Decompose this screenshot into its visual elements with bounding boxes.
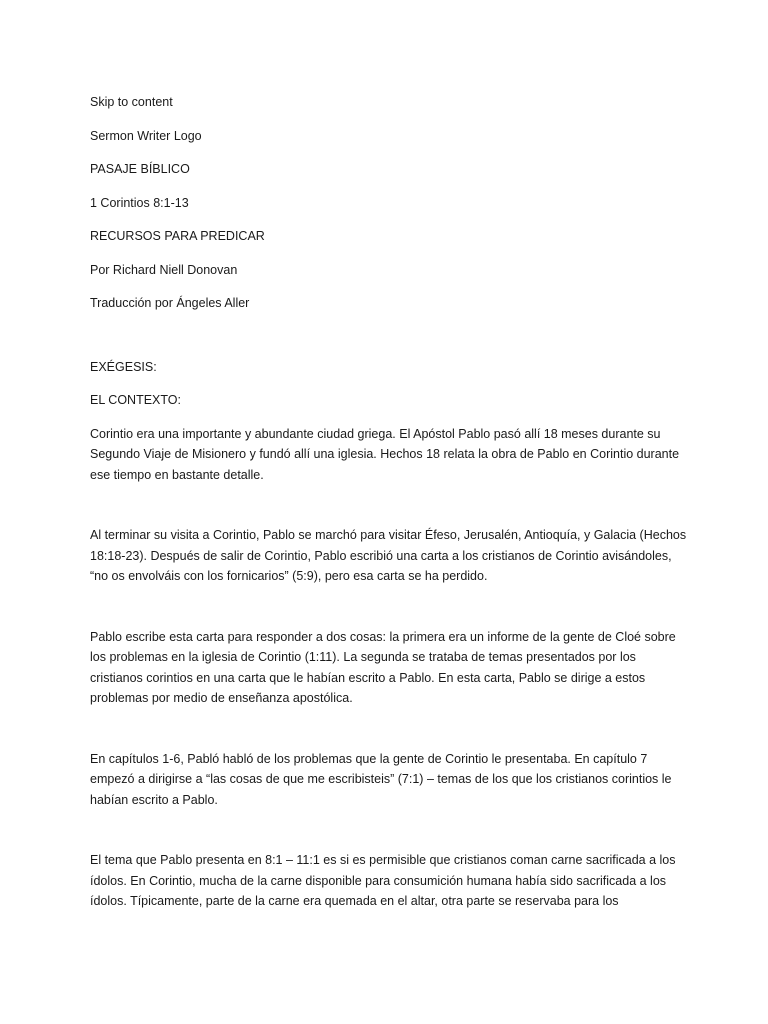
site-logo-text[interactable]: Sermon Writer Logo [90, 128, 202, 143]
document-page [90, 92, 690, 912]
paragraph-gap [90, 709, 690, 749]
passage-heading: PASAJE BÍBLICO [90, 162, 190, 176]
paragraph-2: Al terminar su visita a Corintio, Pablo se marchó para visitar Éfeso, Jerusalén, Antioquía, y Galacia (Hechos 18:18-23). Después de salir de Corintio, Pablo escribió una carta a los cristianos de Corintio avisándoles, “no os envolváis con los fornicarios” (5:9), pero esa carta se ha perdido. [90, 528, 687, 583]
translator-line: Traducción por Ángeles Aller [90, 296, 250, 310]
context-heading: EL CONTEXTO: [90, 393, 181, 407]
author-line: Por Richard Niell Donovan [90, 262, 238, 277]
resources-heading: RECURSOS PARA PREDICAR [90, 229, 265, 243]
skip-to-content-link[interactable]: Skip to content [90, 95, 173, 109]
paragraph-1: Corintio era una importante y abundante ciudad griega. El Apóstol Pablo pasó allí 18 meses durante su Segundo Viaje de Misionero y fundó allí una iglesia. Hechos 18 relata la obra de Pablo en Corintio durante ese tiempo en bastante detalle. [90, 426, 680, 482]
paragraph-gap [90, 485, 690, 525]
paragraph-gap [90, 810, 690, 850]
passage-reference: 1 Corintios 8:1-13 [90, 195, 189, 210]
paragraph-4: En capítulos 1-6, Pabló habló de los problemas que la gente de Corintio le presentaba. En capítulo 7 empezó a dirigirse a “las cosas de que me escribisteis” (7:1) – temas de los que los cristianos corintios le habían escrito a Pablo. [90, 751, 672, 807]
paragraph-gap [90, 587, 690, 627]
section-spacer [90, 327, 690, 357]
paragraph-3: Pablo escribe esta carta para responder a dos cosas: la primera era un informe de la gente de Cloé sobre los problemas en la iglesia de Corintio (1:11). La segunda se trataba de temas presentados por los cristianos corintios en una carta que le habían escrito a Pablo. En esta carta, Pablo se dirige a estos problemas por medio de enseñanza apostólica. [90, 629, 676, 705]
exegesis-heading: EXÉGESIS: [90, 359, 157, 374]
paragraph-5: El tema que Pablo presenta en 8:1 – 11:1 es si es permisible que cristianos coman carne sacrificada a los ídolos. En Corintio, mucha de la carne disponible para consumición humana había sido sacrificada a los ídolos. Típicamente, parte de la carne era quemada en el altar, otra parte se reservaba para los [90, 853, 676, 908]
